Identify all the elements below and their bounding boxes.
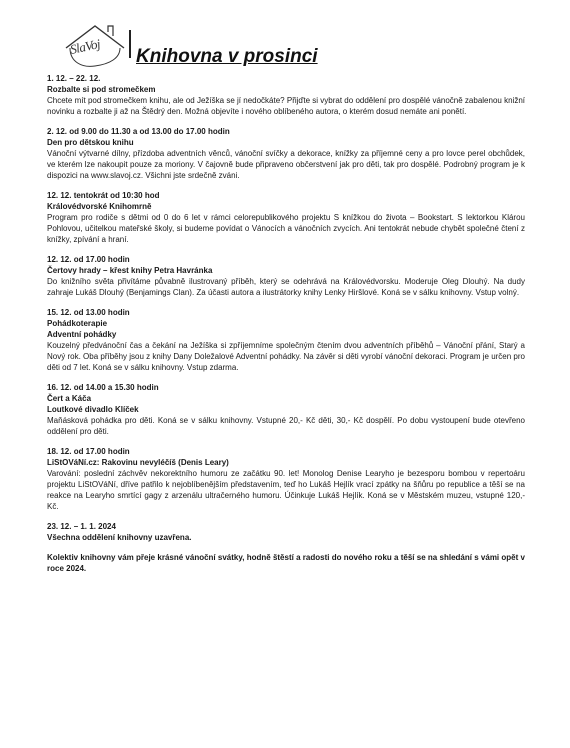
event-date: 23. 12. – 1. 1. 2024 [47,522,116,531]
event-description: Vánoční výtvarné dílny, přízdoba adventních věnců, vánoční svíčky a dekorace, knížky za příjemné ceny a pro lovce perel obchůdek, ve kterém lze nakoupit pouze za moriony. V čajovně bude připraveno občerstvení jak pro děti, tak pro dospělé. Podrobný program je k dispozici na www.slavoj.cz. Všichni jste srdečně zváni. [47,149,525,180]
event-date: 16. 12. od 14.00 a 15.30 hodin [47,383,159,392]
event-date: 1. 12. – 22. 12. [47,74,101,83]
event-date: 15. 12. od 13.00 hodin [47,308,130,317]
event-heading: Čert a Káča [47,394,92,403]
event-heading: Všechna oddělení knihovny uzavřena. [47,533,192,542]
event-heading: Čertovy hrady – křest knihy Petra Havránka [47,266,213,275]
closing-message: Kolektiv knihovny vám přeje krásné vánoční svátky, hodně štěstí a radosti do nového roku a těší se na shledání s vámi opět v roce 2024. [47,553,525,573]
event-heading: Rozbalte si pod stromečkem [47,85,156,94]
event-date: 18. 12. od 17.00 hodin [47,447,130,456]
event-section [47,73,525,117]
event-section [47,254,525,298]
event-section [47,446,525,512]
event-description: Chcete mít pod stromečkem knihu, ale od Ježíška se jí nedočkáte? Přijďte si vybrat do oddělení pro dospělé vánočně zabalenou knižní novinku a rozbalte ji až na Štědrý den. Možná objevíte i nového oblíbeného autora, o kterém dosud nemáte ani ponětí. [47,96,525,116]
event-description: Kouzelný předvánoční čas a čekání na Ježíška si zpříjemníme společným čtením dvou adventních příběhů – Vánoční přání, Starý a Nový rok. Oba příběhy jsou z knihy Dany Doležalové Adventní pohádky. Na závěr si děti vyrobí vánoční dekoraci. Program je určen pro děti od 7 let. Koná se v sálku knihovny. Vstup zdarma. [47,341,525,372]
event-heading: Adventní pohádky [47,330,117,339]
event-date: 2. 12. od 9.00 do 11.30 a od 13.00 do 17.00 hodin [47,127,230,136]
event-heading: Loutkové divadlo Klíček [47,405,139,414]
event-description: Do knižního světa přivítáme půvabně ilustrovaný příběh, který se odehrává na Královédvorsku. Moderuje Oleg Dlouhý. Na dudy zahraje Lukáš Dlouhý (Benjamings Clan). Za účasti autora a ilustrátorky knihy Lenky Hiršlové. Koná se v sálku knihovny. Vstup volný. [47,277,525,297]
title-divider [129,30,131,58]
event-section [47,382,525,437]
event-heading: Královédvorské Knihomrně [47,202,152,211]
event-description: Maňásková pohádka pro děti. Koná se v sálku knihovny. Vstupné 20,- Kč děti, 30,- Kč dospělí. Po dobu vystoupení bude otevřeno oddělení pro děti. [47,416,525,436]
slavoj-logo [62,22,128,70]
page-title: Knihovna v prosinci [136,46,318,67]
event-section [47,126,525,181]
logo-text: SlaVoj [68,36,102,57]
event-description: Program pro rodiče s dětmi od 0 do 6 let v rámci celorepublikového projektu S knížkou do života – Bookstart. S lektorkou Klárou Pohlovou, učitelkou mateřské školy, si budeme povídat o Vánocích a vánočních zvycích. Ani tentokrát nebude chybět společné čtení z knížky, zpívání a hraní. [47,213,525,244]
event-section [47,307,525,373]
event-heading: Den pro dětskou knihu [47,138,134,147]
event-section [47,521,525,543]
event-heading: Pohádkoterapie [47,319,108,328]
event-list [47,73,525,574]
event-heading: LiStOVáNí.cz: Rakovinu nevyléčíš (Denis Leary) [47,458,229,467]
event-date: 12. 12. tentokrát od 10:30 hod [47,191,160,200]
event-description: Varování: poslední záchvěv nekorektního humoru ze začátku 90. let! Monolog Denise Learyho je bezesporu bombou v repertoáru projektu LiStOVáNí, dříve patřilo k nejoblíbenějším představením, teď ho Lukáš Hejlík vrací zpátky na šňůru po republice a těší se na reakce na Learyho smrtící gagy z arzenálu ultračerného humoru. Účinkuje Lukáš Hejlík. Koná se v Městském muzeu, vstupné 120,- Kč. [47,469,525,511]
event-section [47,190,525,245]
header [62,22,532,72]
event-date: 12. 12. od 17.00 hodin [47,255,130,264]
